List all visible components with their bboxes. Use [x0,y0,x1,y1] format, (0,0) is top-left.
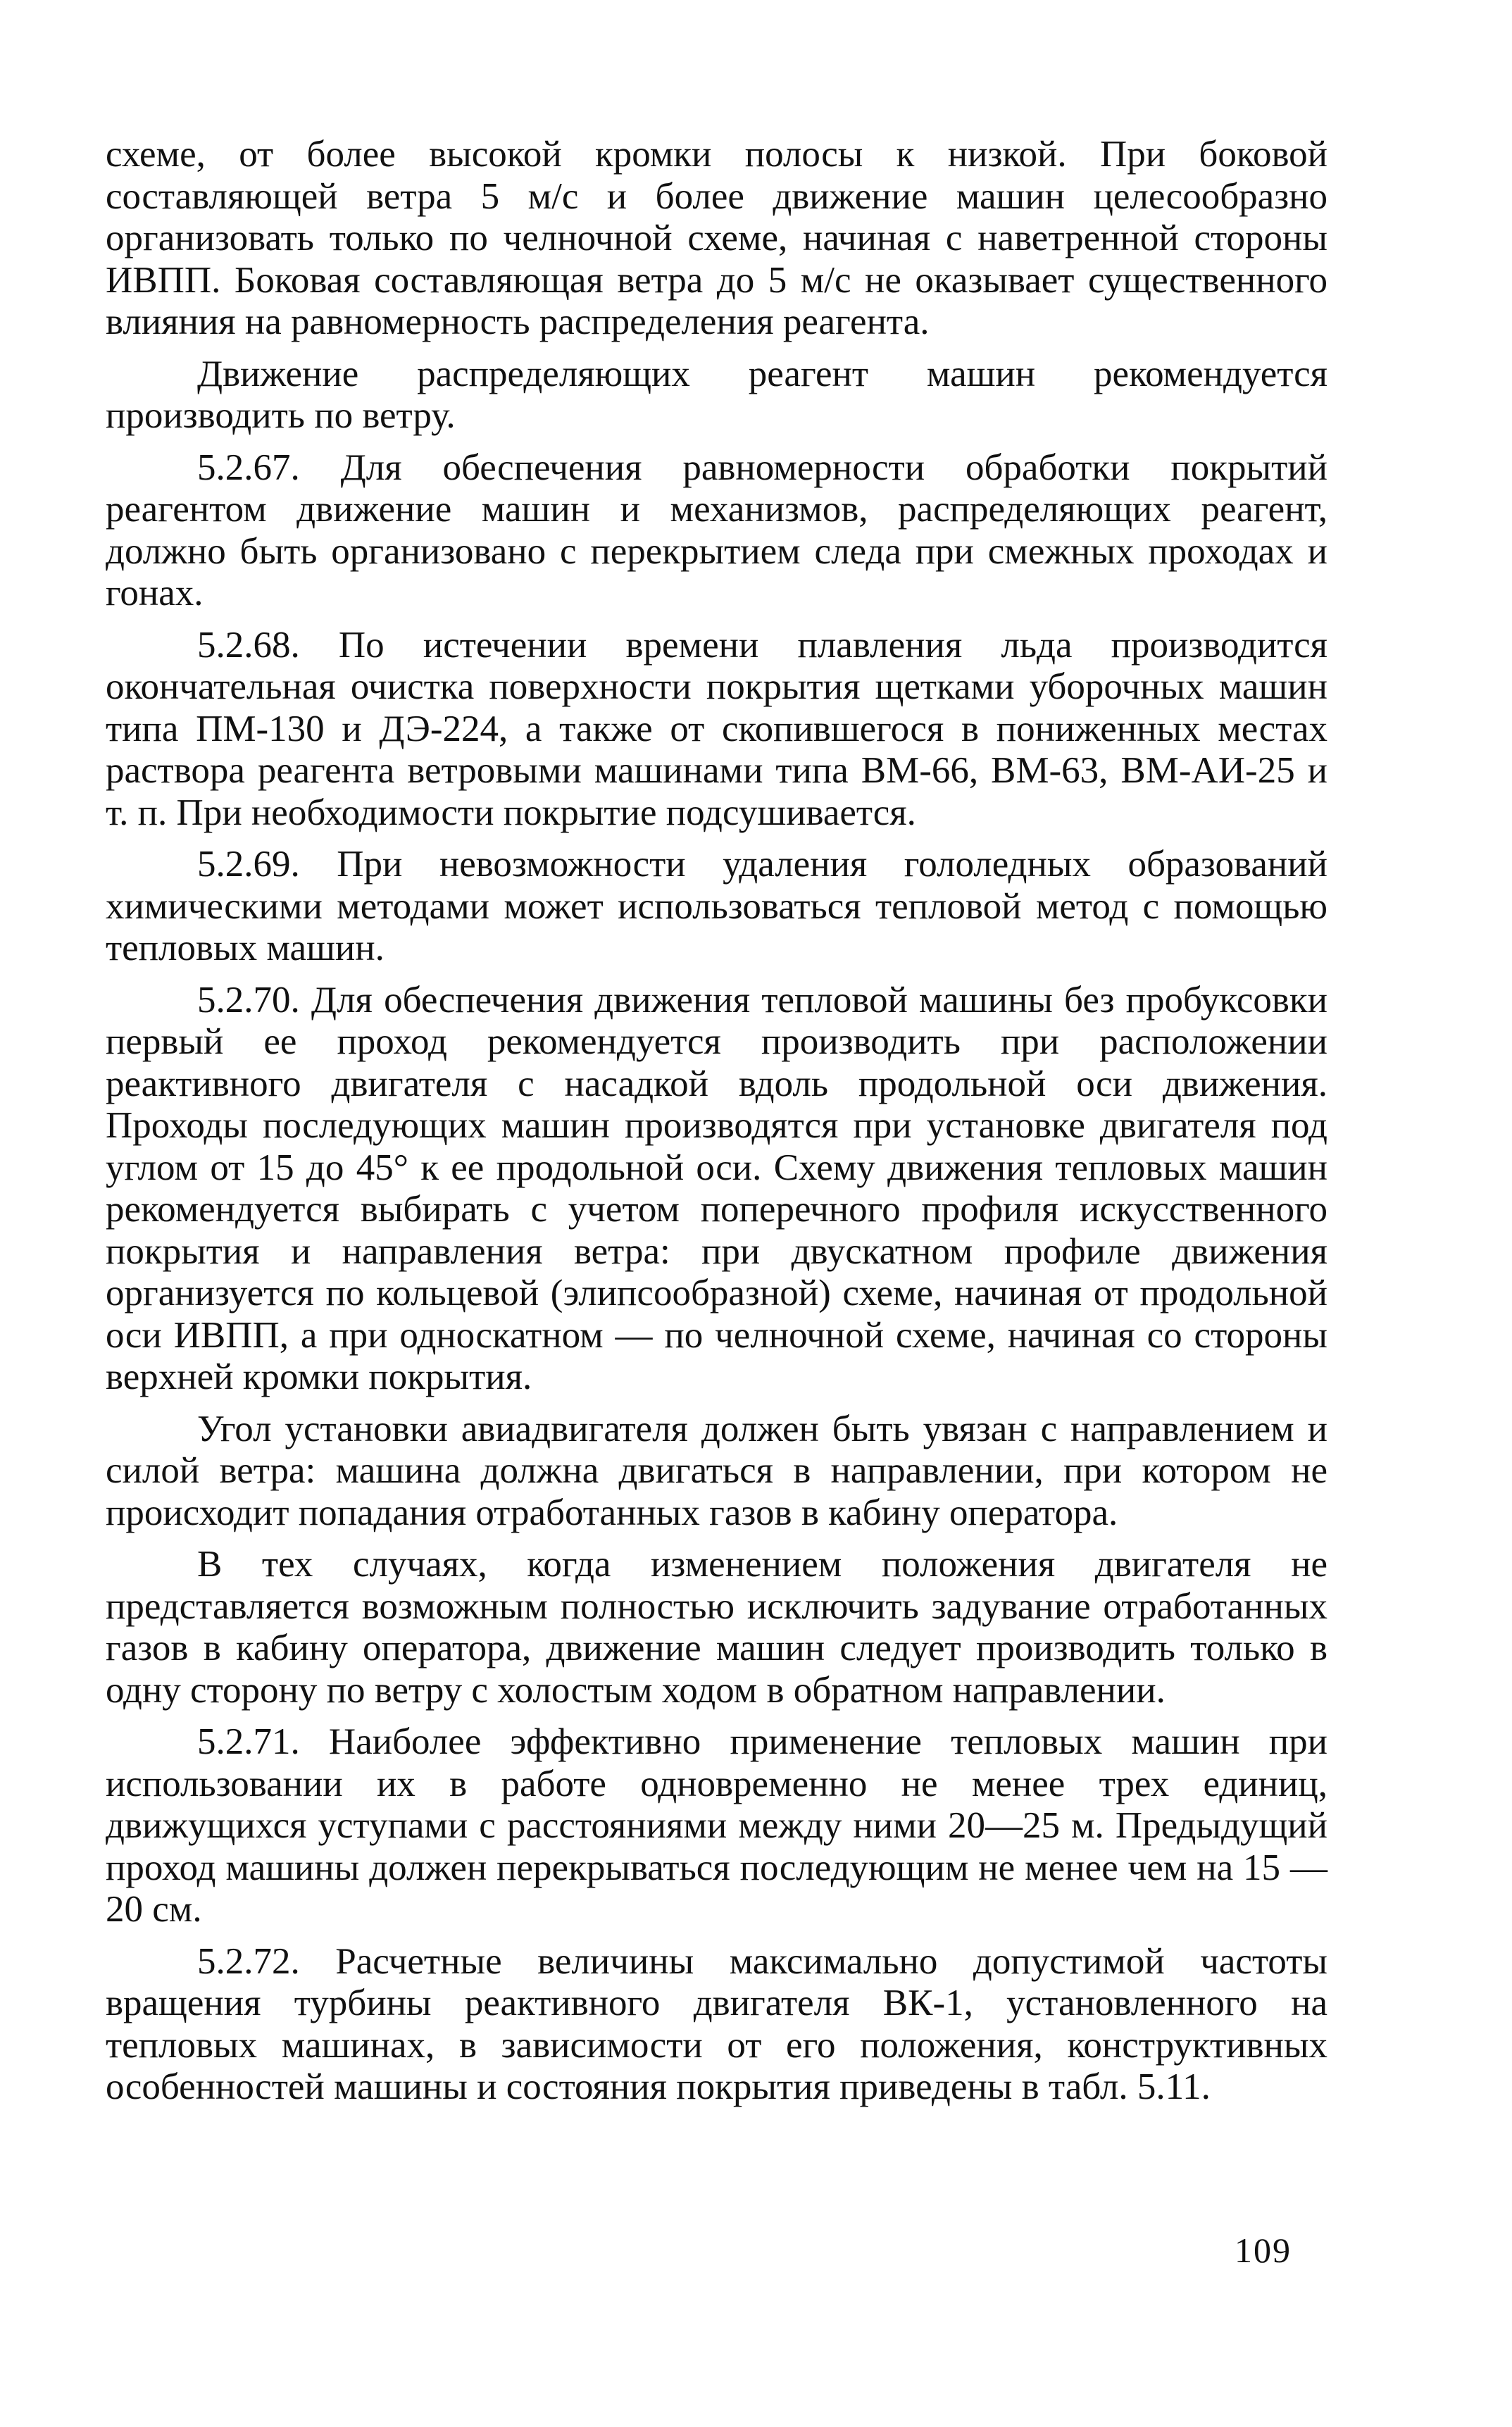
paragraph-5-2-69: 5.2.69. При невозможности удаления гололедных образований химическими методами может использоваться тепловой метод с помощью тепловых машин. [106,844,1327,968]
body-text [106,134,1327,2119]
paragraph-5-2-67: 5.2.67. Для обеспечения равномерности обработки покрытий реагентом движение машин и механизмов, распределяющих реагент, должно быть организовано с перекрытием следа при смежных проходах и гонах. [106,447,1327,613]
paragraph-engine-angle: Угол установки авиадвигателя должен быть увязан с направлением и силой ветра: машина должна двигаться в направлении, при котором не происходит попадания отработанных газов в кабину оператора. [106,1408,1327,1533]
paragraph-5-2-70: 5.2.70. Для обеспечения движения тепловой машины без пробуксовки первый ее проход рекомендуется производить при расположении реактивного двигателя с насадкой вдоль продольной оси движения. Проходы последующих машин производятся при установке двигателя под углом от 15 до 45° к ее продольной оси. Схему движения тепловых машин рекомендуется выбирать с учетом поперечного профиля искусственного покрытия и направления ветра: при двускатном профиле движения организуется по кольцевой (элипсообразной) схеме, начиная от продольной оси ИВПП, а при односкатном — по челночной схеме, начиная со стороны верхней кромки покрытия. [106,979,1327,1397]
page-number: 109 [1235,2231,1292,2270]
paragraph-continuation: схеме, от более высокой кромки полосы к низкой. При боковой составляющей ветра 5 м/с и более движение машин целесообразно организовать только по челночной схеме, начиная с наветренной стороны ИВПП. Боковая составляющая ветра до 5 м/с не оказывает существенного влияния на равномерность распределения реагента. [106,134,1327,342]
paragraph-5-2-68: 5.2.68. По истечении времени плавления льда производится окончательная очистка поверхности покрытия щетками уборочных машин типа ПМ-130 и ДЭ-224, а также от скопившегося в пониженных местах раствора реагента ветровыми машинами типа ВМ-66, ВМ-63, ВМ-АИ-25 и т. п. При необходимости покрытие подсушивается. [106,624,1327,833]
paragraph-5-2-71: 5.2.71. Наиболее эффективно применение тепловых машин при использовании их в работе одновременно не менее трех единиц, движущихся уступами с расстояниями между ними 20—25 м. Предыдущий проход машины должен перекрываться последующим не менее чем на 15 — 20 см. [106,1721,1327,1930]
paragraph-one-direction: В тех случаях, когда изменением положения двигателя не представляется возможным полностью исключить задувание отработанных газов в кабину оператора, движение машин следует производить только в одну сторону по ветру с холостым ходом в обратном направлении. [106,1544,1327,1711]
paragraph-5-2-72: 5.2.72. Расчетные величины максимально допустимой частоты вращения турбины реактивного двигателя ВК-1, установленного на тепловых машинах, в зависимости от его положения, конструктивных особенностей машины и состояния покрытия приведены в табл. 5.11. [106,1940,1327,2107]
paragraph-wind-direction: Движение распределяющих реагент машин рекомендуется производить по ветру. [106,353,1327,436]
